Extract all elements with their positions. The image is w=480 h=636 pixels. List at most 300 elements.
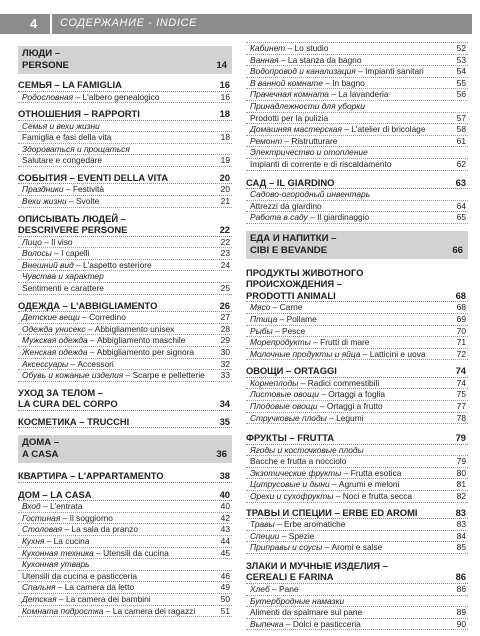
entry-russian: Комната подростка <box>22 605 104 616</box>
toc-entry <box>246 619 468 631</box>
toc-entry <box>18 524 232 536</box>
entry-russian: Приправы и соусы <box>250 542 323 553</box>
heading-text: ОДЕЖДА – L'ABBIGLIAMENTO <box>18 299 158 311</box>
entry-italian: La sala da pranzo <box>71 524 139 535</box>
entry-russian: Специи <box>250 530 280 541</box>
entry-russian: Цитрусовые и дыни <box>250 479 330 490</box>
toc-entry <box>246 607 468 619</box>
entry-russian: Одежда унисекс <box>22 323 86 334</box>
toc-entry <box>246 159 468 171</box>
page-ref: 20 <box>219 171 230 183</box>
toc-entry <box>246 302 468 314</box>
entry-dash: – <box>55 582 65 593</box>
page-ref: 24 <box>220 259 230 270</box>
toc-entry <box>246 519 468 531</box>
entry-dash: – <box>310 337 321 348</box>
chapter-heading <box>18 416 232 429</box>
page-ref: 20 <box>220 184 230 195</box>
entry-russian: Праздники <box>22 184 64 195</box>
toc-entry <box>246 337 468 349</box>
entry-russian: Рыбы <box>250 325 273 336</box>
toc-entry <box>18 548 232 560</box>
entry-russian: Столовая <box>22 524 63 535</box>
heading-line: ЕДА И НАПИТКИ – <box>250 232 337 244</box>
page-ref: 54 <box>456 66 466 77</box>
page-ref: 68 <box>456 302 466 313</box>
section-heading <box>18 435 232 463</box>
entry-russian: Прачечная комната <box>250 89 329 100</box>
entry-italian: Ortaggi a frutto <box>326 400 383 411</box>
entry-italian: L'albero genealogico <box>82 91 160 102</box>
entry-italian: Frutti di mare <box>320 337 370 348</box>
entry-russian: Вход <box>22 501 41 512</box>
entry-italian: Legumi <box>336 412 364 423</box>
entry-russian: Бутербродные намазки <box>250 595 345 606</box>
heading-line: PRODOTTI ANIMALI <box>246 289 336 301</box>
entry-russian: Женская одежда <box>22 346 88 357</box>
page-ref: 71 <box>456 337 466 348</box>
entry-russian: Корнеплоды <box>250 377 299 388</box>
page-ref: 65 <box>456 212 466 223</box>
page-ref: 16 <box>219 79 230 90</box>
toc-entry <box>18 370 232 382</box>
heading-text: ОТНОШЕНИЯ – RAPPORTI <box>18 108 140 120</box>
page-ref: 30 <box>220 346 230 357</box>
toc-entry <box>18 237 232 249</box>
entry-russian: Спальня <box>22 582 56 593</box>
entry-italian: Impianti sanitari <box>365 66 424 77</box>
entry-russian: Вехи жизни <box>22 196 67 207</box>
header-divider <box>50 14 52 34</box>
toc-entry <box>18 144 232 156</box>
chapter-heading <box>18 213 232 237</box>
toc-entry <box>246 124 468 136</box>
entry-russian: Ягоды и косточковые плоды <box>250 444 364 455</box>
entry-russian: Садово-огородный инвентарь <box>250 189 371 200</box>
entry-russian: Выпечка <box>250 618 284 629</box>
entry-dash: – <box>285 43 295 53</box>
entry-dash: – <box>277 313 287 324</box>
chapter-heading <box>246 507 468 520</box>
entry-italian: Attrezzi da giardino <box>250 200 322 211</box>
page-ref: 61 <box>456 135 466 146</box>
heading-text: ФРУКТЫ – FRUTTA <box>246 432 335 444</box>
page-ref: 57 <box>456 112 466 123</box>
page-ref: 53 <box>456 54 466 65</box>
entry-italian: Corredino <box>89 312 126 323</box>
entry-italian: Salutare e congedare <box>22 155 103 166</box>
page-ref: 64 <box>456 200 466 211</box>
entry-italian: Dolci e pasticceria <box>292 618 361 629</box>
entry-italian: Carne <box>279 302 303 313</box>
entry-russian: Родословная <box>22 91 74 102</box>
page-ref: 79 <box>456 456 466 467</box>
entry-italian: Accessori <box>77 358 114 369</box>
page-ref: 46 <box>220 570 230 581</box>
heading-line: CEREALI E FARINA <box>246 571 334 583</box>
entry-italian: Il giardinaggio <box>317 212 370 223</box>
entry-italian: Festività <box>72 184 105 195</box>
page-ref: 21 <box>220 196 230 207</box>
page-ref: 29 <box>220 335 230 346</box>
toc-entry <box>246 212 468 224</box>
page-ref: 75 <box>456 389 466 400</box>
toc-entry <box>18 92 232 104</box>
toc-entry <box>18 121 232 133</box>
page-ref: 42 <box>220 512 230 523</box>
page-ref: 40 <box>220 501 230 512</box>
entry-italian: Abbigliamento unisex <box>94 323 175 334</box>
entry-russian: Водопровод и канализация <box>250 66 356 77</box>
entry-dash: – <box>322 77 333 88</box>
entry-russian: Аксессуары <box>22 358 69 369</box>
toc-entry <box>246 491 468 503</box>
toc-entry <box>246 147 468 159</box>
entry-dash: – <box>103 605 113 616</box>
heading-text: ДОМ – LA CASA <box>18 488 92 500</box>
toc-entry <box>246 542 468 554</box>
page-ref: 55 <box>456 77 466 88</box>
entry-italian: Alimenti da spalmare sul pane <box>250 607 363 618</box>
entry-russian: Кухня <box>22 535 45 546</box>
toc-entry <box>18 536 232 548</box>
entry-russian: Хлеб <box>250 583 270 594</box>
entry-italian: Pesce <box>281 325 306 336</box>
chapter-heading <box>246 432 468 445</box>
entry-italian: La camera da letto <box>64 582 135 593</box>
toc-entry <box>246 531 468 543</box>
entry-russian: Принадлежности для уборки <box>250 100 365 111</box>
toc-entry <box>18 335 232 347</box>
entry-russian: Мясо <box>250 302 271 313</box>
entry-italian: L'entrata <box>50 501 83 512</box>
page-ref: 56 <box>456 89 466 100</box>
entry-italian: Erbe aromatiche <box>284 519 346 530</box>
chapter-heading <box>246 177 468 190</box>
entry-dash: – <box>270 302 280 313</box>
entry-italian: Scarpe e pelletterie <box>132 370 205 381</box>
entry-dash: – <box>73 259 84 270</box>
heading-line: DESCRIVERE PERSONE <box>18 224 128 236</box>
toc-column-right <box>246 42 468 630</box>
entry-russian: Лицо <box>22 236 42 247</box>
page-ref: 22 <box>219 224 230 236</box>
page-ref: 44 <box>220 535 230 546</box>
entry-russian: Чувства и характер <box>22 271 104 282</box>
toc-entry <box>246 55 468 67</box>
page-ref: 79 <box>455 432 466 444</box>
entry-dash: – <box>62 524 72 535</box>
toc-entry <box>18 196 232 208</box>
entry-dash: – <box>66 196 76 207</box>
entry-dash: – <box>44 535 54 546</box>
heading-line: CIBI E BEVANDE <box>250 244 328 256</box>
entry-dash: – <box>274 519 284 530</box>
toc-entry <box>18 513 232 525</box>
page-ref: 16 <box>220 91 230 102</box>
page-ref: 81 <box>456 479 466 490</box>
page-ref: 68 <box>455 289 466 301</box>
toc-entry <box>18 248 232 260</box>
entry-russian: Листовые овощи <box>250 389 319 400</box>
page-ref: 50 <box>220 593 230 604</box>
entry-dash: – <box>68 358 78 369</box>
page-ref: 45 <box>220 547 230 558</box>
page-ref: 49 <box>220 582 230 593</box>
entry-italian: Frutta esotica <box>350 467 402 478</box>
entry-dash: – <box>278 54 288 65</box>
entry-dash: – <box>87 335 97 346</box>
entry-russian: Детские вещи <box>22 312 80 323</box>
chapter-heading <box>18 489 232 502</box>
heading-text: СЕМЬЯ – LA FAMIGLIA <box>18 79 122 90</box>
heading-line: УХОД ЗА ТЕЛОМ – <box>18 386 104 398</box>
entry-italian: Ortaggi a foglia <box>328 389 386 400</box>
toc-entry <box>18 260 232 272</box>
entry-italian: Prodotti per la pulizia <box>250 112 329 123</box>
entry-italian: Lo studio <box>294 43 329 53</box>
heading-line: A CASA <box>22 449 59 461</box>
page-ref: 77 <box>456 400 466 411</box>
entry-dash: – <box>318 389 329 400</box>
toc-entry <box>246 413 468 425</box>
toc-entry <box>246 468 468 480</box>
entry-dash: – <box>51 248 62 259</box>
page-ref: 26 <box>219 299 230 311</box>
entry-italian: La cucina <box>53 535 90 546</box>
page-ref: 74 <box>456 377 466 388</box>
toc-entry <box>246 389 468 401</box>
page-ref: 62 <box>456 158 466 169</box>
heading-line: LA CURA DEL CORPO <box>18 398 118 410</box>
entry-italian: Utensili da cucina <box>103 547 169 558</box>
entry-russian: Семья и вехи жизни <box>22 120 100 131</box>
heading-text: ТРАВЫ И СПЕЦИИ – ERBE ED AROMI <box>246 506 418 518</box>
entry-dash: – <box>307 212 318 223</box>
entry-italian: Radici commestibili <box>307 377 380 388</box>
entry-dash: – <box>317 400 327 411</box>
entry-dash: – <box>272 325 282 336</box>
entry-dash: – <box>85 323 95 334</box>
toc-entry <box>246 66 468 78</box>
entry-italian: Pane <box>279 583 299 594</box>
entry-dash: – <box>40 501 51 512</box>
page-ref: 33 <box>220 370 230 381</box>
entry-russian: Мужская одежда <box>22 335 88 346</box>
entry-russian: Кухонная утварь <box>22 559 90 570</box>
page-ref: 89 <box>456 607 466 618</box>
entry-italian: La camera dei ragazzi <box>112 605 196 616</box>
toc-entry <box>246 479 468 491</box>
entry-italian: Svolte <box>75 196 100 207</box>
toc-entry <box>246 349 468 361</box>
page-ref: 82 <box>456 491 466 502</box>
toc-entry <box>18 359 232 371</box>
entry-russian: Кухонная техника <box>22 547 94 558</box>
entry-italian: Sentimenti e carattere <box>22 283 104 294</box>
page-ref: 28 <box>220 323 230 334</box>
page-ref: 14 <box>216 60 227 71</box>
entry-dash: – <box>341 124 352 135</box>
toc-entry <box>246 326 468 338</box>
toc-entry <box>246 101 468 113</box>
chapter-heading <box>246 365 468 378</box>
chapter-heading <box>18 79 232 92</box>
entry-russian: Внешний вид <box>22 259 74 270</box>
page-ref: 18 <box>219 108 230 120</box>
page-ref: 86 <box>455 571 466 583</box>
entry-russian: Орехи и сухофрукты <box>250 491 334 502</box>
entry-italian: La stanza da bagno <box>287 54 362 65</box>
entry-russian: В ванной комнате <box>250 77 323 88</box>
page-ref: 63 <box>455 176 466 188</box>
page-ref: 80 <box>456 467 466 478</box>
entry-italian: I capelli <box>61 248 90 259</box>
entry-italian: Abbigliamento per signora <box>96 346 195 357</box>
page-ref: 52 <box>456 43 466 53</box>
toc-entry <box>246 113 468 125</box>
heading-text: СОБЫТИЯ – EVENTI DELLA VITA <box>18 171 168 183</box>
entry-italian: Agrumi e meloni <box>338 479 400 490</box>
toc-entry <box>246 136 468 148</box>
chapter-heading <box>246 560 468 584</box>
entry-italian: Noci e frutta secca <box>342 491 413 502</box>
entry-dash: – <box>79 312 90 323</box>
entry-dash: – <box>333 491 343 502</box>
toc-entry <box>18 283 232 295</box>
page-ref: 23 <box>220 248 230 259</box>
page-ref: 84 <box>456 530 466 541</box>
chapter-heading <box>18 470 232 483</box>
toc-entry <box>246 201 468 213</box>
page-ref: 25 <box>220 283 230 294</box>
entry-dash: – <box>269 583 279 594</box>
page-ref: 27 <box>220 312 230 323</box>
toc-entry <box>18 501 232 513</box>
header-title: СОДЕРЖАНИЕ - INDICE <box>60 17 197 29</box>
page-ref: 74 <box>455 365 466 377</box>
toc-entry <box>18 571 232 583</box>
page-ref: 85 <box>456 542 466 553</box>
page-ref: 34 <box>219 398 230 410</box>
entry-dash: – <box>283 618 293 629</box>
toc-entry <box>246 314 468 326</box>
toc-entry <box>18 324 232 336</box>
entry-russian: Ванная <box>250 54 279 65</box>
toc-entry <box>246 456 468 468</box>
entry-dash: – <box>355 66 366 77</box>
entry-italian: Latticini e uova <box>369 348 426 359</box>
toc-entry <box>18 582 232 594</box>
heading-text: КОСМЕТИКА – TRUCCHI <box>18 415 130 427</box>
page-ref: 78 <box>456 412 466 423</box>
entry-russian: Кабинет <box>250 43 286 53</box>
entry-dash: – <box>279 530 289 541</box>
heading-text: ОВОЩИ – ORTAGGI <box>246 365 337 377</box>
entry-italian: Il viso <box>51 236 73 247</box>
page-ref: 83 <box>456 519 466 530</box>
page-ref: 19 <box>220 155 230 166</box>
entry-russian: Плодовые овощи <box>250 400 318 411</box>
entry-dash: – <box>282 135 292 146</box>
entry-russian: Экзотические фрукты <box>250 467 342 478</box>
entry-italian: In bagno <box>332 77 365 88</box>
entry-italian: Ristrutturare <box>291 135 338 146</box>
toc-entry <box>246 584 468 596</box>
section-heading <box>246 231 468 259</box>
entry-italian: Utensili da cucina e pasticceria <box>22 570 137 581</box>
entry-russian: Детская <box>22 593 57 604</box>
page-ref: 69 <box>456 313 466 324</box>
page-ref: 66 <box>452 244 463 256</box>
page-ref: 72 <box>456 348 466 359</box>
entry-italian: Famiglia e fasi della vita <box>22 132 112 143</box>
entry-dash: – <box>41 236 52 247</box>
entry-dash: – <box>298 377 308 388</box>
entry-dash: – <box>329 479 339 490</box>
toc-entry <box>18 271 232 283</box>
entry-dash: – <box>341 467 351 478</box>
chapter-heading <box>18 300 232 313</box>
entry-italian: Spezie <box>288 530 315 541</box>
entry-russian: Ремонт <box>250 135 283 146</box>
toc-column-left <box>18 42 232 617</box>
toc-entry <box>246 78 468 90</box>
toc-entry <box>18 347 232 359</box>
entry-dash: – <box>123 370 133 381</box>
entry-italian: Abbigliamento maschile <box>96 335 186 346</box>
entry-russian: Обувь и кожаные изделия <box>22 370 124 381</box>
heading-line: ДОМА – <box>22 437 60 449</box>
chapter-heading <box>18 172 232 185</box>
entry-dash: – <box>73 91 83 102</box>
entry-italian: La camera dei bambini <box>65 593 151 604</box>
entry-dash: – <box>360 348 370 359</box>
entry-dash: – <box>326 412 337 423</box>
entry-russian: Домашняя мастерская <box>250 124 342 135</box>
page-ref: 38 <box>219 470 230 482</box>
entry-russian: Электричество и отопление <box>250 147 368 158</box>
toc-entry <box>18 606 232 618</box>
page-ref: 32 <box>220 358 230 369</box>
entry-russian: Волосы <box>22 248 52 259</box>
entry-russian: Травы <box>250 519 275 530</box>
entry-dash: – <box>56 593 66 604</box>
entry-russian: Морепродукты <box>250 337 311 348</box>
entry-russian: Гостиная <box>22 512 61 523</box>
page-ref: 22 <box>220 236 230 247</box>
entry-dash: – <box>60 512 70 523</box>
heading-line: ОПИСЫВАТЬ ЛЮДЕЙ – <box>18 212 126 224</box>
entry-italian: Pollame <box>286 313 317 324</box>
page-ref: 90 <box>456 618 466 629</box>
page-ref: 83 <box>455 506 466 518</box>
toc-entry <box>246 89 468 101</box>
heading-line: ЗЛАКИ И МУЧНЫЕ ИЗДЕЛИЯ – <box>246 559 388 571</box>
page-header <box>0 14 472 34</box>
entry-italian: L'atelier di bricolage <box>351 124 426 135</box>
toc-entry <box>246 378 468 390</box>
page-ref: 51 <box>220 605 230 616</box>
entry-dash: – <box>87 346 97 357</box>
heading-line: ПРОДУКТЫ ЖИВОТНОГО ПРОИСХОЖДЕНИЯ – <box>246 266 364 290</box>
page-ref: 40 <box>219 488 230 500</box>
entry-italian: Bacche e frutta a nocciolo <box>250 456 347 467</box>
entry-italian: L'aspetto esteriore <box>83 259 152 270</box>
page-ref: 86 <box>456 583 466 594</box>
entry-dash: – <box>93 547 104 558</box>
toc-entry <box>18 594 232 606</box>
